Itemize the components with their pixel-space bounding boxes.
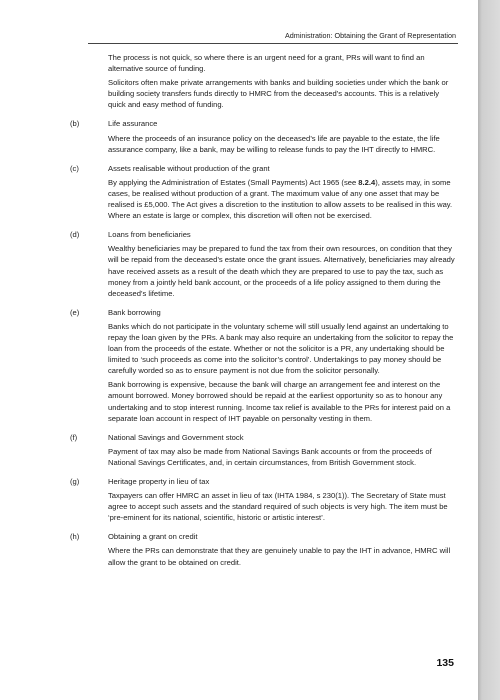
- item-heading: National Savings and Government stock: [108, 432, 244, 442]
- list-item-d: [0, 229, 478, 299]
- item-label: (d): [70, 230, 80, 240]
- item-label: (e): [70, 307, 80, 317]
- item-label: (b): [70, 119, 80, 129]
- item-label: (h): [70, 532, 80, 542]
- item-heading: Heritage property in lieu of tax: [108, 477, 210, 486]
- page-number: 135: [436, 657, 454, 669]
- item-paragraph: Payment of tax may also be made from National Savings Bank accounts or from the proceeds of National Savings Certificates, and, in certain circumstances, from British Government stock.: [108, 446, 432, 467]
- item-paragraph: Banks which do not participate in the voluntary scheme will still usually lend against an undertaking to repay the loan given by the PRs. A bank may also require an undertaking from the solicitor to repay the loan from the proceeds of the estate. Whether or not the solicitor is a PR, any undertaking should be limited to ‘such proceeds as come into the solicitor’s control’. Undertakings to pay money should be carefully worded so as to ensure payment is not due from the solicitor personally.: [108, 321, 454, 376]
- item-label: (c): [70, 163, 79, 173]
- page-edge-shadow: [478, 0, 500, 700]
- page-body: [0, 52, 478, 571]
- item-paragraph: Wealthy beneficiaries may be prepared to fund the tax from their own resources, on condition that they will be repaid from the deceased’s estate once the grant issues. Alternatively, beneficiaries may already have received assets as a result of the death which they are prepared to use to pay the tax, such as money from a jointly held bank account, or the proceeds of a life policy assigned to them during the deceased’s lifetime.: [108, 244, 455, 298]
- item-heading: Loans from beneficiaries: [108, 230, 191, 240]
- cross-reference: 8.2.4: [358, 177, 376, 187]
- list-item-h: [0, 531, 478, 567]
- list-item-f: [0, 432, 478, 468]
- running-header: Administration: Obtaining the Grant of Representation: [285, 31, 456, 40]
- item-paragraph: [0, 177, 478, 221]
- item-heading: Life assurance: [108, 119, 158, 129]
- intro-paragraph: The process is not quick, so where there is an urgent need for a grant, PRs will want to find an alternative source of funding.: [108, 53, 425, 74]
- list-item-c: [0, 163, 478, 221]
- item-paragraph: Taxpayers can offer HMRC an asset in lieu of tax (IHTA 1984, s 230(1)). The Secretary of State must agree to accept such assets and the standard required of such objects is very high. The item must be ‘pre-eminent for its national, scientific, historic or artistic interest’.: [108, 491, 448, 523]
- paragraph-text: ), assets may, in some cases, be realised without production of a grant. The maximum value of any one asset that may be realised is £5,000. The Act gives a discretion to the institution to allow assets to be realised in this way. Where an estate is large or complex, this discretion will often not be exercised.: [108, 177, 453, 221]
- intro-paragraph: Solicitors often make private arrangements with banks and building societies under which the bank or building society transfers funds directly to HMRC from the deceased’s accounts. This is a relatively quick and easy method of funding.: [108, 78, 449, 110]
- item-paragraph: Where the PRs can demonstrate that they are genuinely unable to pay the IHT in advance, HMRC will allow the grant to be obtained on credit.: [108, 546, 451, 567]
- header-rule: [88, 43, 458, 44]
- list-item-e: [0, 307, 478, 424]
- item-label: (f): [70, 432, 78, 442]
- item-paragraph: Where the proceeds of an insurance policy on the deceased’s life are payable to the estate, the life assurance company, like a bank, may be willing to release funds to pay the IHT directly to HMRC.: [108, 133, 440, 154]
- item-paragraph: Bank borrowing is expensive, because the bank will charge an arrangement fee and interest on the amount borrowed. Money borrowed should be repaid at the earliest opportunity so as to honour any undertaking and to stop interest running. Income tax relief is available to the PRs for interest paid on a separate loan account in respect of IHT payable on personalty vesting in them.: [108, 380, 451, 423]
- item-heading: Obtaining a grant on credit: [108, 532, 198, 542]
- item-heading: Bank borrowing: [108, 307, 161, 317]
- list-item-b: [0, 118, 478, 154]
- item-heading: Assets realisable without production of the grant: [108, 163, 270, 173]
- list-item-g: [0, 476, 478, 523]
- paragraph-text: By applying the Administration of Estates (Small Payments) Act 1965 (see: [108, 177, 359, 187]
- item-label: (g): [70, 477, 80, 486]
